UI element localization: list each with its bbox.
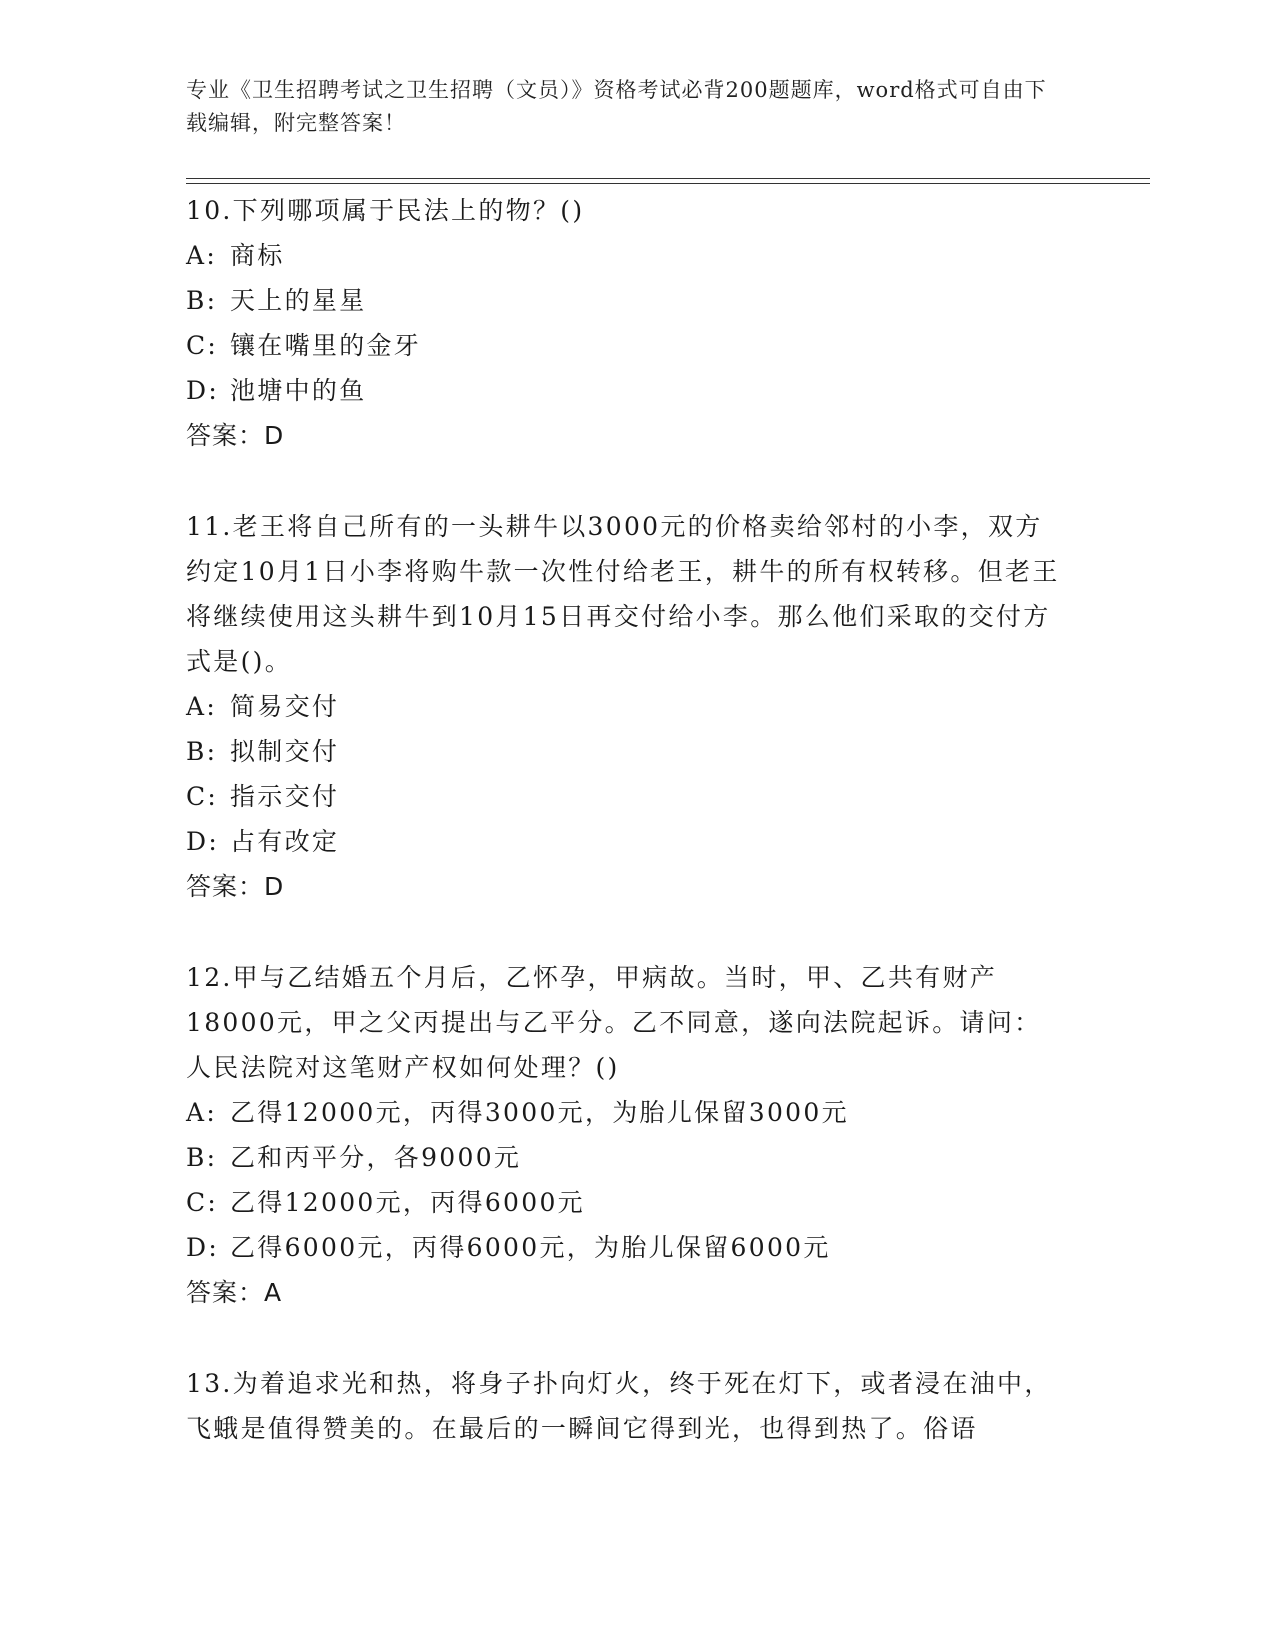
option-letter: D: <box>186 1233 220 1262</box>
option-text: 乙和丙平分，各9000元 <box>230 1143 522 1172</box>
option-text: 镶在嘴里的金牙 <box>230 331 422 360</box>
option-text: 乙得12000元，丙得6000元 <box>230 1188 585 1217</box>
option-letter: D: <box>186 376 220 405</box>
option-d <box>186 368 1066 413</box>
option-text: 池塘中的鱼 <box>230 376 367 405</box>
option-c <box>186 1180 1066 1225</box>
option-b <box>186 729 1066 774</box>
option-letter: A: <box>186 692 218 721</box>
question-list <box>186 188 1066 1497</box>
option-letter: C: <box>186 331 219 360</box>
option-c <box>186 323 1066 368</box>
option-text: 简易交付 <box>230 692 340 721</box>
option-text: 乙得6000元，丙得6000元，为胎儿保留6000元 <box>230 1233 831 1262</box>
option-letter: A: <box>186 1098 218 1127</box>
header-rule-top <box>186 178 1150 179</box>
option-a <box>186 684 1066 729</box>
option-b <box>186 1135 1066 1180</box>
question-13 <box>186 1361 1066 1451</box>
option-letter: C: <box>186 1188 219 1217</box>
answer: 答案：D <box>186 872 285 901</box>
option-letter: B: <box>186 1143 218 1172</box>
option-letter: A: <box>186 241 218 270</box>
answer: 答案：A <box>186 1278 283 1307</box>
question-text: 13.为着追求光和热，将身子扑向灯火，终于死在灯下，或者浸在油中，飞蛾是值得赞美的。在最后的一瞬间它得到光，也得到热了。俗语 <box>186 1369 1052 1443</box>
answer: 答案：D <box>186 421 285 450</box>
option-text: 拟制交付 <box>230 737 340 766</box>
option-c <box>186 774 1066 819</box>
option-a <box>186 1090 1066 1135</box>
question-10 <box>186 188 1066 458</box>
option-text: 天上的星星 <box>230 286 367 315</box>
question-text: 10.下列哪项属于民法上的物？() <box>186 196 585 225</box>
question-text: 12.甲与乙结婚五个月后，乙怀孕，甲病故。当时，甲、乙共有财产18000元，甲之父丙提出与乙平分。乙不同意，遂向法院起诉。请问：人民法院对这笔财产权如何处理？() <box>186 963 1042 1082</box>
option-d <box>186 819 1066 864</box>
option-letter: B: <box>186 286 218 315</box>
option-text: 占有改定 <box>230 827 340 856</box>
option-letter: C: <box>186 782 219 811</box>
document-header: 专业《卫生招聘考试之卫生招聘（文员）》资格考试必背200题题库，word格式可自由下载编辑，附完整答案！ <box>186 78 1047 135</box>
option-a <box>186 233 1066 278</box>
option-letter: D: <box>186 827 220 856</box>
question-12 <box>186 955 1066 1315</box>
option-text: 指示交付 <box>230 782 340 811</box>
question-11 <box>186 504 1066 909</box>
option-text: 商标 <box>230 241 285 270</box>
option-letter: B: <box>186 737 218 766</box>
header-rule-bottom <box>186 183 1150 184</box>
question-text: 11.老王将自己所有的一头耕牛以3000元的价格卖给邻村的小李，双方约定10月1日小李将购牛款一次性付给老王，耕牛的所有权转移。但老王将继续使用这头耕牛到10月15日再交付给小李。那么他们采取的交付方式是()。 <box>186 512 1060 676</box>
option-text: 乙得12000元，丙得3000元，为胎儿保留3000元 <box>230 1098 849 1127</box>
option-d <box>186 1225 1066 1270</box>
option-b <box>186 278 1066 323</box>
